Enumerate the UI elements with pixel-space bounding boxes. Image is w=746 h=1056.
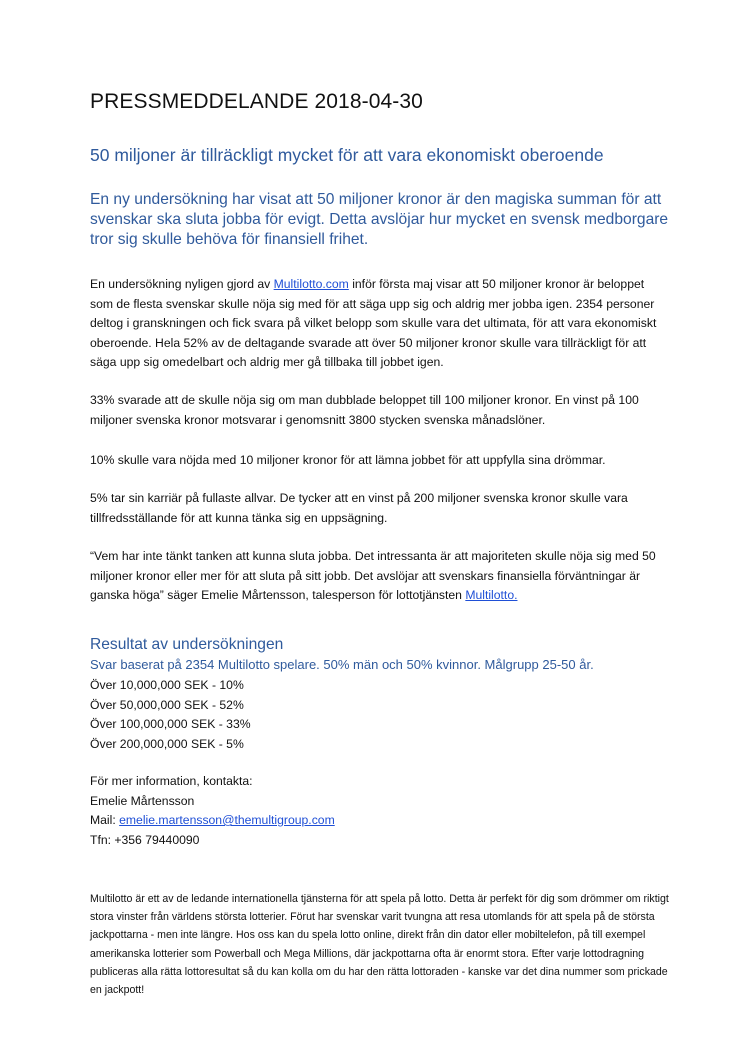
result-item: Över 10,000,000 SEK - 10% — [90, 678, 244, 692]
paragraph-5 — [90, 547, 670, 606]
results-list — [90, 676, 251, 754]
footer-about: Multilotto är ett av de ledande internationella tjänsterna för att spela på lotto. Detta är perfekt för dig som drömmer om riktigt stora vinster från världens största lotterier. Förut har svenskar varit tvungna att resa utomlands för att spela på de största jackpottarna - men inte längre. Hos oss kan du spela lotto online, direkt från din dator eller mobiltelefon, på till exempel amerikanska lotterier som Powerball och Mega Millions, där jackpottarna ofta är enormt stora. Efter varje lottodragning publiceras alla rätta lottoresultat så du kan kolla om du har den rätta lottoraden - kanske var det dina nummer som prickade en jackpott! — [90, 893, 669, 997]
paragraph-4-text: 5% tar sin karriär på fullaste allvar. De tycker att en vinst på 200 miljoner svenska kronor skulle vara tillfredsställande för att kunna tänka sig en uppsägning. — [90, 491, 628, 525]
results-title: Resultat av undersökningen — [90, 636, 284, 653]
lead-paragraph: En ny undersökning har visat att 50 miljoner kronor är den magiska summan för att svenskar ska sluta jobba för evigt. Detta avslöjar hur mycket en svensk medborgare tror sig skulle behöva för finansiell frihet. — [90, 191, 669, 248]
contact-phone: Tfn: +356 79440090 — [90, 832, 200, 847]
paragraph-4 — [90, 489, 670, 528]
paragraph-1-start: En undersökning nyligen gjord av — [90, 277, 274, 291]
paragraph-3 — [90, 451, 670, 471]
mail-label: Mail: — [90, 813, 120, 827]
paragraph-3-text: 10% skulle vara nöjda med 10 miljoner kronor för att lämna jobbet för att uppfylla sina drömmar. — [90, 453, 606, 467]
quote-text: “Vem har inte tänkt tanken att kunna sluta jobba. Det intressanta är att majoriteten skulle nöja sig med 50 miljoner kronor eller mer för att sluta på sitt jobb. Det avslöjar att svenskars finansiella förväntningar är ganska höga” säger Emelie Mårtensson, talesperson för lottotjänsten — [90, 549, 656, 602]
contact-mail-line — [90, 811, 335, 831]
paragraph-1 — [90, 275, 670, 373]
contact-block — [90, 772, 335, 850]
paragraph-1-rest: inför första maj visar att 50 miljoner kronor är beloppet som de flesta svenskar skulle nöja sig med för att säga upp sig och aldrig mer jobba igen. 2354 personer deltog i granskningen och fick svara på vilket belopp som skulle vara det ultimata, för att vara ekonomiskt oberoende. Hela 52% av de deltagande svarade att över 50 miljoner kronor skulle vara tillräckligt för att säga upp sig omedelbart och aldrig mer gå tillbaka till jobbet igen. — [90, 277, 657, 369]
page-title: PRESSMEDDELANDE 2018-04-30 — [90, 90, 423, 113]
contact-name: Emelie Mårtensson — [90, 793, 195, 808]
multilotto-link[interactable]: Multilotto. — [465, 588, 518, 602]
results-subtitle: Svar baserat på 2354 Multilotto spelare. 50% män och 50% kvinnor. Målgrupp 25-50 år. — [90, 657, 594, 672]
result-item: Över 200,000,000 SEK - 5% — [90, 736, 244, 751]
paragraph-2 — [90, 391, 670, 430]
email-link[interactable]: emelie.martensson@themultigroup.com — [119, 813, 335, 827]
result-item: Över 50,000,000 SEK - 52% — [90, 697, 244, 712]
multilotto-com-link[interactable]: Multilotto.com — [273, 277, 349, 291]
contact-intro: För mer information, kontakta: — [90, 774, 253, 788]
headline: 50 miljoner är tillräckligt mycket för att vara ekonomiskt oberoende — [90, 145, 604, 165]
result-item: Över 100,000,000 SEK - 33% — [90, 717, 251, 731]
paragraph-2-text: 33% svarade att de skulle nöja sig om man dubblade beloppet till 100 miljoner kronor. En vinst på 100 miljoner svenska kronor motsvarar i genomsnitt 3800 stycken svenska månadslöner. — [90, 393, 639, 427]
